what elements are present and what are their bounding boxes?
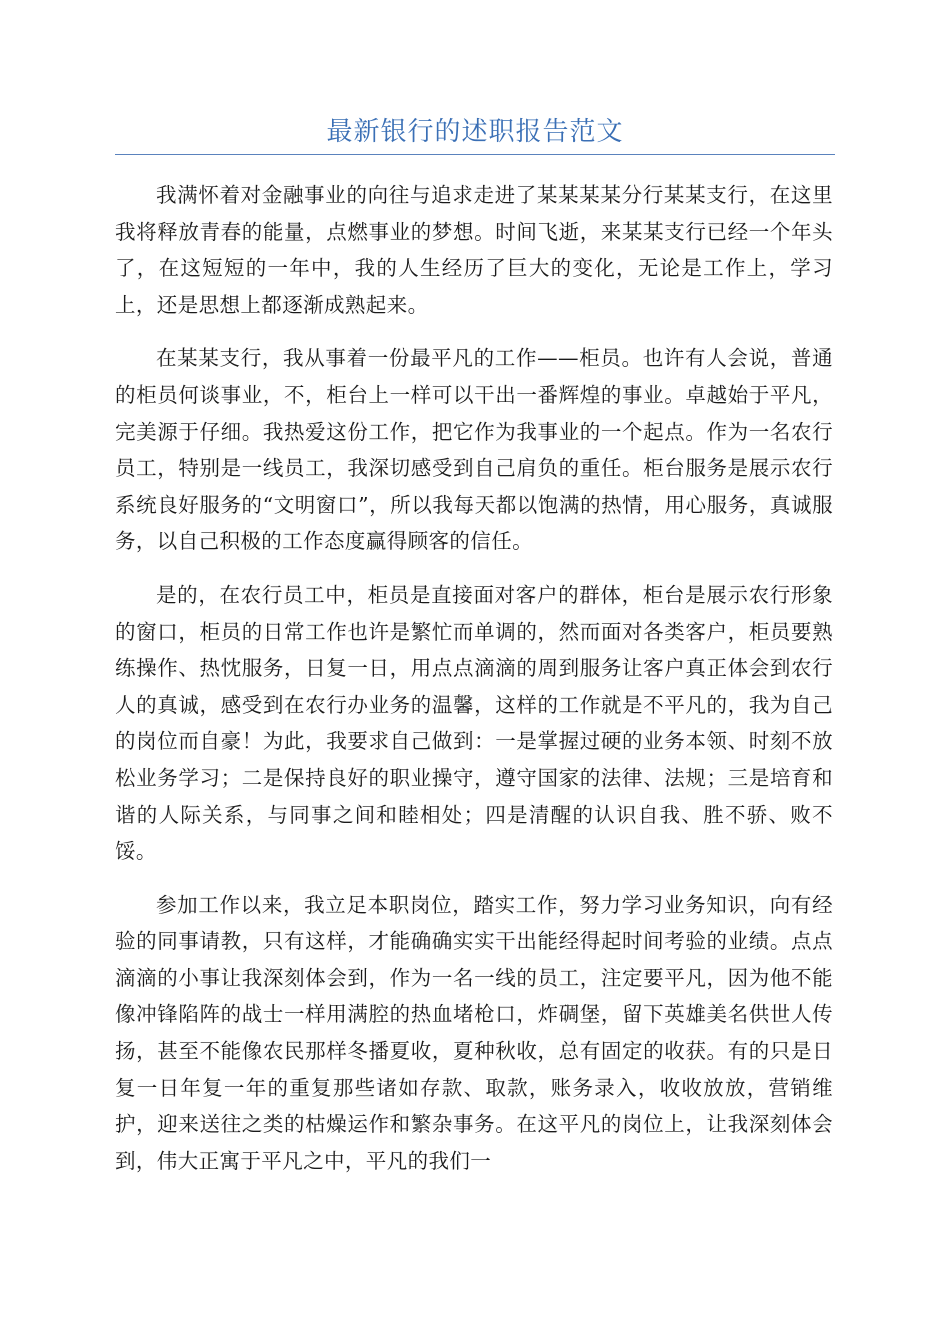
document-body — [115, 177, 833, 1179]
paragraph-4: 参加工作以来，我立足本职岗位，踏实工作，努力学习业务知识，向有经验的同事请教，只有这样，才能确确实实干出能经得起时间考验的业绩。点点滴滴的小事让我深刻体会到，作为一名一线的员工，注定要平凡，因为他不能像冲锋陷阵的战士一样用满腔的热血堵枪口，炸碉堡，留下英雄美名供世人传扬，甚至不能像农民那样冬播夏收，夏种秋收，总有固定的收获。有的只是日复一日年复一年的重复那些诸如存款、取款，账务录入，收收放放，营销维护，迎来送往之类的枯燥运作和繁杂事务。在这平凡的岗位上，让我深刻体会到，伟大正寓于平凡之中，平凡的我们一 — [115, 892, 833, 1173]
document-title: 最新银行的述职报告范文 — [326, 117, 624, 147]
paragraph-3: 是的，在农行员工中，柜员是直接面对客户的群体，柜台是展示农行形象的窗口，柜员的日常工作也许是繁忙而单调的，然而面对各类客户，柜员要熟练操作、热忱服务，日复一日，用点点滴滴的周到服务让客户真正体会到农行人的真诚，感受到在农行办业务的温馨，这样的工作就是不平凡的，我为自己的岗位而自豪！为此，我要求自己做到：一是掌握过硬的业务本领、时刻不放松业务学习；二是保持良好的职业操守，遵守国家的法律、法规；三是培育和谐的人际关系，与同事之间和睦相处；四是清醒的认识自我、胜不骄、败不馁。 — [115, 582, 833, 864]
paragraph-1: 我满怀着对金融事业的向往与追求走进了某某某某分行某某支行，在这里我将释放青春的能量，点燃事业的梦想。时间飞逝，来某某支行已经一个年头了，在这短短的一年中，我的人生经历了巨大的变化，无论是工作上，学习上，还是思想上都逐渐成熟起来。 — [115, 183, 833, 317]
title-underline — [115, 154, 835, 155]
paragraph-2: 在某某支行，我从事着一份最平凡的工作——柜员。也许有人会说，普通的柜员何谈事业，不，柜台上一样可以干出一番辉煌的事业。卓越始于平凡，完美源于仔细。我热爱这份工作，把它作为我事业的一个起点。作为一名农行员工，特别是一线员工，我深切感受到自己肩负的重任。柜台服务是展示农行系统良好服务的“文明窗口”，所以我每天都以饱满的热情，用心服务，真诚服务，以自己积极的工作态度赢得顾客的信任。 — [115, 346, 833, 554]
